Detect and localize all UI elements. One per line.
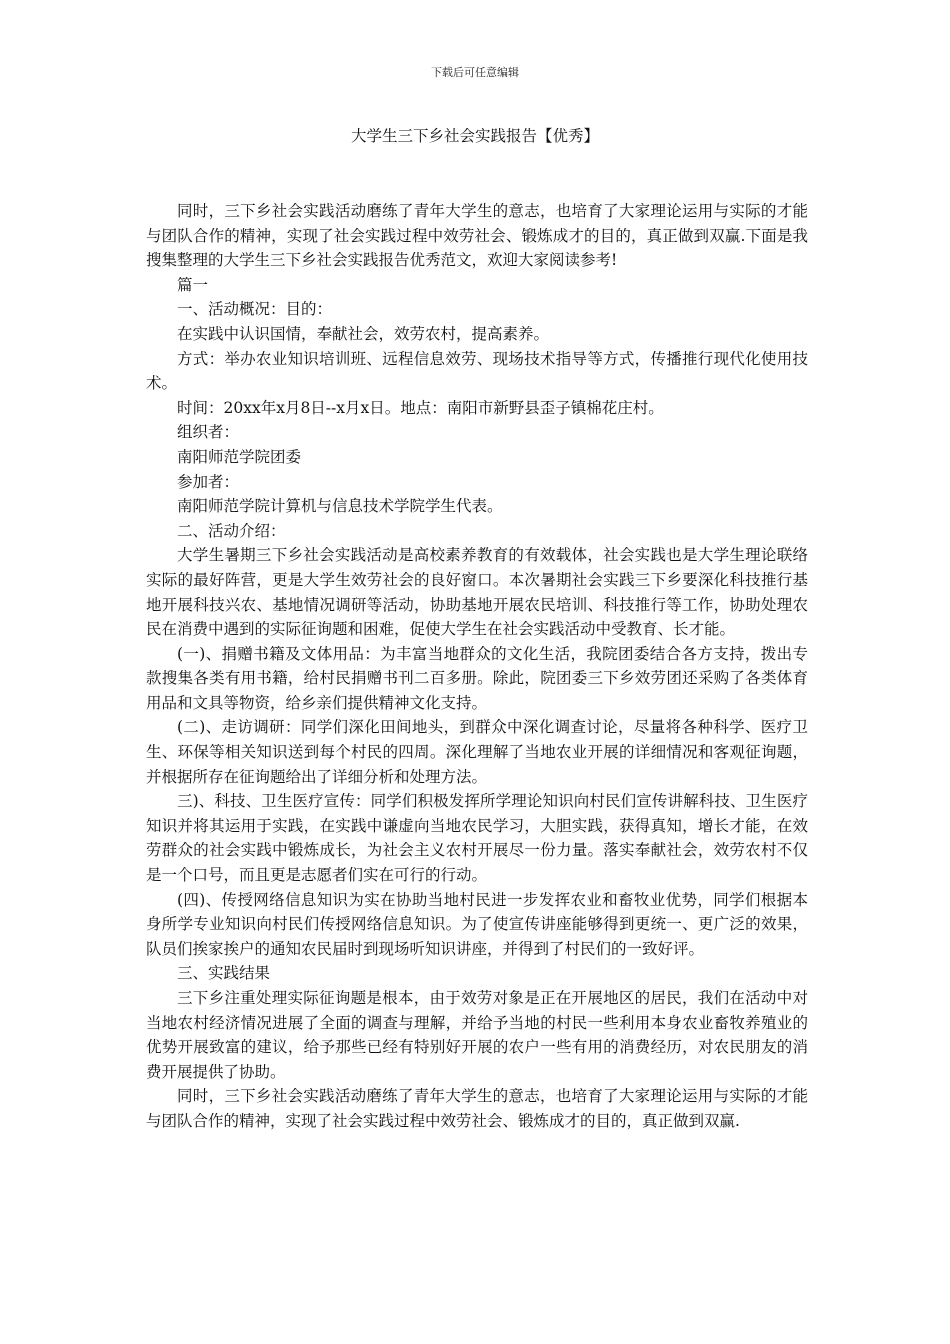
paragraph-health-promotion: 三)、科技、卫生医疗宣传：同学们积极发挥所学理论知识向村民们宣传讲解科技、卫生医疗知识并将其运用于实践，在实践中谦虚向当地农民学习，大胆实践，获得真知，增长才能，在效劳群众的社会实践中锻炼成长，为社会主义农村开展尽一份力量。落实奉献社会，效劳农村不仅是一个口号，而且更是志愿者们实在可行的行动。 <box>146 792 808 885</box>
section-heading-overview: 一、活动概况：目的： <box>177 300 333 319</box>
paragraph-intro: 同时，三下乡社会实践活动磨练了青年大学生的意志，也培育了大家理论运用与实际的才能与团队合作的精神，实现了社会实践过程中效劳社会、锻炼成才的目的，真正做到双赢.下面是我搜集整理的大学生三下乡社会实践报告优秀范文，欢迎大家阅读参考! <box>146 202 808 270</box>
paragraph-part-label: 篇一 <box>177 275 209 294</box>
document-title: 大学生三下乡社会实践报告【优秀】 <box>350 127 599 145</box>
paragraph-participants-label: 参加者： <box>177 472 240 491</box>
paragraph-organizer-label: 组织者： <box>177 423 240 442</box>
paragraph-conclusion: 同时，三下乡社会实践活动磨练了青年大学生的意志，也培育了大家理论运用与实际的才能与团队合作的精神，实现了社会实践过程中效劳社会、锻炼成才的目的，真正做到双赢. <box>146 1087 808 1130</box>
header-note: 下载后可任意编辑 <box>431 66 519 79</box>
section-heading-introduction: 二、活动介绍： <box>177 521 286 540</box>
paragraph-results: 三下乡注重处理实际征询题是根本，由于效劳对象是正在开展地区的居民，我们在活动中对当地农村经济情况进展了全面的调查与理解，并给予当地的村民一些利用本身农业畜牧养殖业的优势开展致富的建议，给予那些已经有特别好开展的农户一些有用的消费经历，对农民朋友的消费开展提供了协助。 <box>146 989 808 1081</box>
paragraph-time-place: 时间：20xx年x月8日--x月x日。地点：南阳市新野县歪子镇棉花庄村。 <box>177 398 664 417</box>
paragraph-introduction: 大学生暑期三下乡社会实践活动是高校素养教育的有效载体，社会实践也是大学生理论联络实际的最好阵营，更是大学生效劳社会的良好窗口。本次暑期社会实践三下乡要深化科技推行基地开展科技兴农、基地情况调研等活动，协助基地开展农民培训、科技推行等工作，协助处理农民在消费中遇到的实际征询题和困难，促使大学生在社会实践活动中受教育、长才能。 <box>146 546 808 639</box>
section-heading-results: 三、实践结果 <box>177 964 271 983</box>
paragraph-organizer: 南阳师范学院团委 <box>177 447 302 466</box>
document-body <box>146 199 808 1134</box>
paragraph-donation: (一)、捐赠书籍及文体用品：为丰富当地群众的文化生活，我院团委结合各方支持，拨出专款搜集各类有用书籍，给村民捐赠书刊二百多册。除此，院团委三下乡效劳团还采购了各类体育用品和文具等物资，给乡亲们提供精神文化支持。 <box>146 644 808 712</box>
paragraph-purpose: 在实践中认识国情，奉献社会，效劳农村，提高素养。 <box>177 324 550 343</box>
paragraph-method: 方式：举办农业知识培训班、远程信息效劳、现场技术指导等方式，传播推行现代化使用技术。 <box>146 349 808 393</box>
paragraph-network-knowledge: (四)、传授网络信息知识为实在协助当地村民进一步发挥农业和畜牧业优势，同学们根据本身所学专业知识向村民们传授网络信息知识。为了使宣传讲座能够得到更统一、更广泛的效果，队员们挨家挨户的通知农民届时到现场听知识讲座，并得到了村民们的一致好评。 <box>146 890 808 958</box>
paragraph-participants: 南阳师范学院计算机与信息技术学院学生代表。 <box>177 497 503 516</box>
paragraph-survey: (二)、走访调研：同学们深化田间地头，到群众中深化调查讨论，尽量将各种科学、医疗卫生、环保等相关知识送到每个村民的四周。深化理解了当地农业开展的详细情况和客观征询题，并根据所存在征询题给出了详细分析和处理方法。 <box>146 718 808 786</box>
